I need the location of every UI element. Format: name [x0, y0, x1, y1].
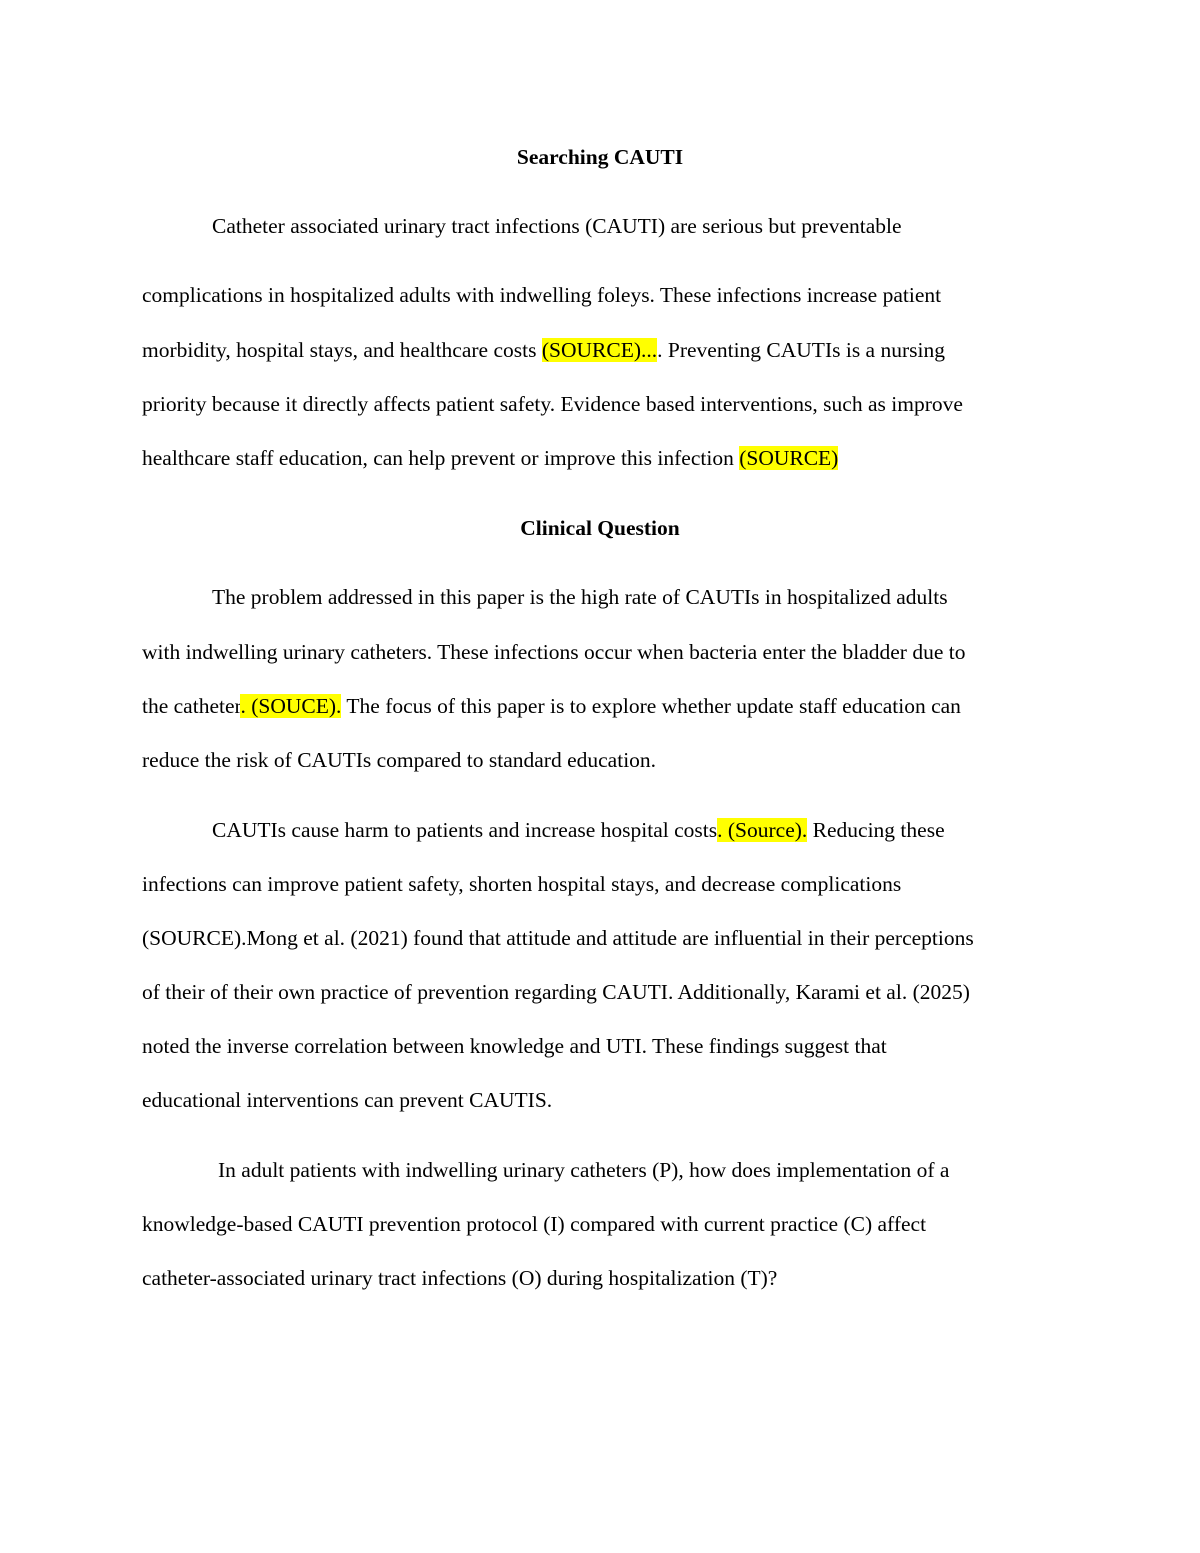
- highlighted-source: (SOURCE)...: [541, 338, 658, 362]
- para1-line-2: with indwelling urinary catheters. These infections occur when bacteria enter the bladder due to: [142, 640, 966, 664]
- para2-line-4: of their of their own practice of prevention regarding CAUTI. Additionally, Karami et al. (2025): [142, 980, 970, 1004]
- para1-line-1: The problem addressed in this paper is the high rate of CAUTIs in hospitalized adults: [212, 585, 948, 609]
- para3-line-1: In adult patients with indwelling urinary catheters (P), how does implementation of a: [218, 1158, 950, 1182]
- intro-line-4: priority because it directly affects patient safety. Evidence based interventions, such as improve: [142, 392, 963, 416]
- intro-line-1: Catheter associated urinary tract infections (CAUTI) are serious but preventable: [212, 214, 902, 238]
- para1-line-3: the catheter. (SOUCE). The focus of this paper is to explore whether update staff education can: [142, 694, 961, 718]
- para2-line-6: educational interventions can prevent CAUTIS.: [142, 1088, 553, 1112]
- section-heading-clinical-question: Clinical Question: [520, 516, 680, 540]
- para3-line-2: knowledge-based CAUTI prevention protocol (I) compared with current practice (C) affect: [142, 1212, 927, 1236]
- highlighted-source: . (SOUCE).: [240, 694, 342, 718]
- intro-line-2: complications in hospitalized adults with indwelling foleys. These infections increase patient: [142, 283, 942, 307]
- document-title: Searching CAUTI: [516, 145, 684, 169]
- para2-line-2: infections can improve patient safety, shorten hospital stays, and decrease complications: [142, 872, 902, 896]
- para2-line-1: CAUTIs cause harm to patients and increase hospital costs. (Source). Reducing these: [212, 818, 945, 842]
- highlighted-source: (SOURCE): [739, 446, 839, 470]
- highlighted-source: . (Source).: [717, 818, 808, 842]
- para3-line-3: catheter-associated urinary tract infections (O) during hospitalization (T)?: [142, 1266, 778, 1290]
- intro-line-5: healthcare staff education, can help prevent or improve this infection (SOURCE): [142, 446, 839, 470]
- para1-line-4: reduce the risk of CAUTIs compared to standard education.: [142, 748, 657, 772]
- para2-line-5: noted the inverse correlation between knowledge and UTI. These findings suggest that: [142, 1034, 887, 1058]
- intro-line-3: morbidity, hospital stays, and healthcare costs (SOURCE).... Preventing CAUTIs is a nursing: [142, 338, 945, 362]
- para2-line-3: (SOURCE).Mong et al. (2021) found that attitude and attitude are influential in their perceptions: [142, 926, 974, 950]
